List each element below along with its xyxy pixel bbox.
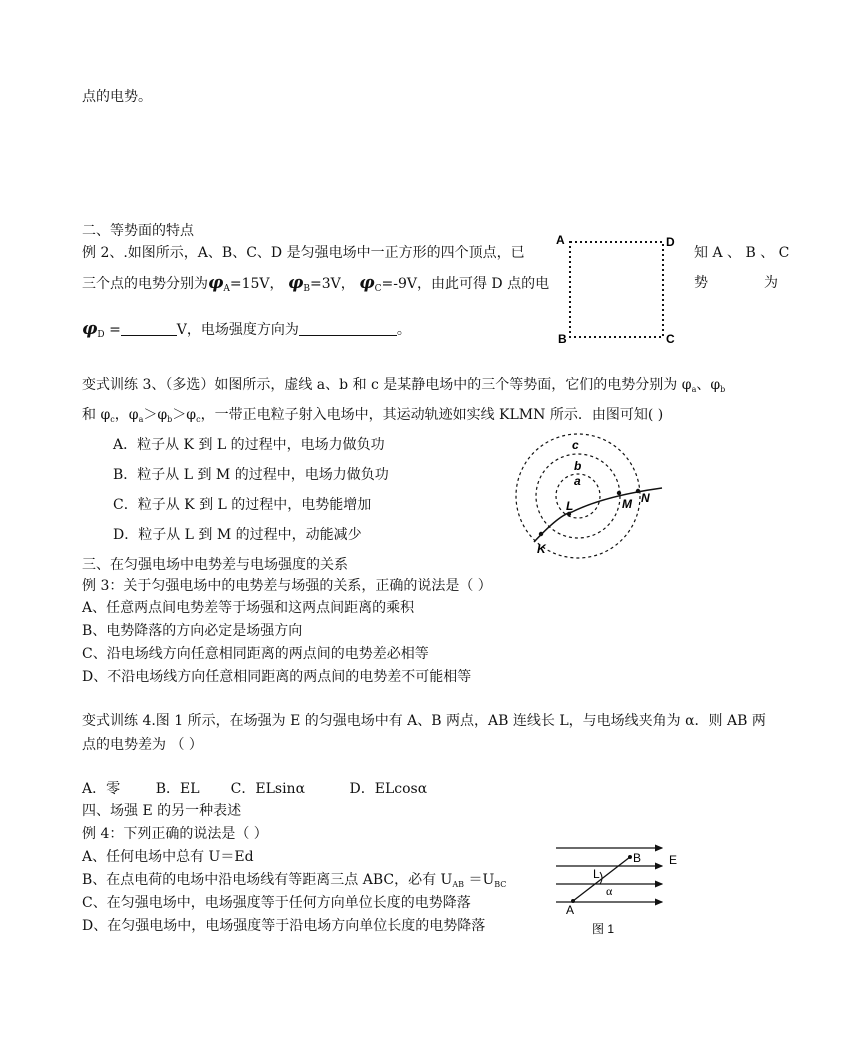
cond-sub-c: c <box>196 415 201 424</box>
section3-heading: 三、在匀强电场中电势差与电场强度的关系 <box>82 557 348 573</box>
line3-end: 。 <box>396 322 411 338</box>
sep-1: 、φ <box>696 377 721 393</box>
label-l: L <box>566 499 574 513</box>
cond-1: ，φ <box>114 407 139 423</box>
point-b <box>628 855 632 859</box>
label-m: M <box>622 497 632 511</box>
angle-arc <box>600 872 602 884</box>
variant3-line1 <box>82 376 725 399</box>
example2-line1-cont: 知 A 、 B 、 C <box>694 245 790 261</box>
example4-option-d: D、在匀强电场中，电场强度等于沿电场方向单位长度的电势降落 <box>82 918 486 934</box>
cond-sub-b: b <box>167 415 173 424</box>
phi-d-sub: D <box>97 330 105 340</box>
phi-a-symbol: φ <box>208 273 224 293</box>
cond-gt-1: ＞φ <box>143 407 168 423</box>
option-b-sub-bc: BC <box>494 880 507 889</box>
dotted-square <box>570 242 663 337</box>
point-n <box>636 489 640 493</box>
label-b: b <box>574 459 582 473</box>
variant4-line1: 变式训练 4.图 1 所示，在场强为 E 的匀强电场中有 A、B 两点，AB 连线长 L，与电场线夹角为 α．则 AB 两 <box>82 713 766 729</box>
example2-shi: 势 <box>694 275 708 291</box>
label-k: K <box>537 542 546 556</box>
variant3-line2 <box>82 406 663 429</box>
equipotential-figure <box>512 432 682 560</box>
sub-c-1: c <box>110 415 115 424</box>
phi-b-value: =3V， <box>310 276 355 292</box>
variant3-option-d: D．粒子从 L 到 M 的过程中，动能减少 <box>113 527 362 543</box>
figure1-caption: 图 1 <box>592 922 615 936</box>
variant4-options: A．零 B．EL C．ELsinα D．ELcosα <box>82 781 428 797</box>
section4-heading: 四、场强 E 的另一种表述 <box>82 803 242 819</box>
option-b-text: B、在点电荷的电场中沿电场线有等距离三点 ABC，必有 U <box>82 872 453 888</box>
figure1-label-l: L <box>593 867 600 881</box>
square-label-b: B <box>558 332 567 346</box>
example4-option-a: A、任何电场中总有 U＝Ed <box>82 849 254 865</box>
figure1-label-e: E <box>669 853 678 867</box>
label-c: c <box>572 438 579 452</box>
option-b-mid: ＝U <box>464 872 495 888</box>
example4-option-b <box>82 871 506 894</box>
phi-a-value: =15V， <box>229 276 284 292</box>
figure1-label-alpha: α <box>606 884 613 898</box>
sub-a-1: a <box>691 385 697 394</box>
square-label-d: D <box>666 235 675 249</box>
variant3-line1-text: 变式训练 3、（多选）如图所示，虚线 a、b 和 c 是某静电场中的三个等势面，它们的电势分别为 φ <box>82 377 692 393</box>
option-b-sub-ab: AB <box>452 880 465 889</box>
example2-line1: 例 2、.如图所示，A、B、C、D 是匀强电场中一正方形的四个顶点，已 <box>82 245 525 261</box>
example3-option-b: B、电势降落的方向必定是场强方向 <box>82 623 303 639</box>
figure1-uniform-field <box>552 838 692 942</box>
figure1-label-a: A <box>566 903 575 917</box>
square-label-a: A <box>556 233 565 247</box>
phi-b-sub: B <box>303 284 311 294</box>
phi-a-sub: A <box>223 284 230 294</box>
phi-d-symbol: φ <box>82 319 98 339</box>
example2-line3 <box>82 320 411 344</box>
example3-stem: 例 3：关于匀强电场中的电势差与场强的关系，正确的说法是（ ） <box>82 578 492 594</box>
section2-heading: 二、等势面的特点 <box>82 223 194 239</box>
sub-b-1: b <box>720 385 726 394</box>
line2-prefix: 三个点的电势分别为 <box>82 276 208 292</box>
point-k <box>539 532 543 536</box>
line3-mid: V，电场强度方向为 <box>176 322 299 338</box>
label-n: N <box>641 491 650 505</box>
example4-stem: 例 4：下列正确的说法是（ ） <box>82 826 268 842</box>
point-m <box>617 491 621 495</box>
cond-gt-2: ＞φ <box>172 407 197 423</box>
blank-phi-d <box>121 322 177 336</box>
square-label-c: C <box>666 332 675 346</box>
example3-option-c: C、沿电场线方向任意相同距离的两点间的电势差必相等 <box>82 646 429 662</box>
figure1-label-b: B <box>633 851 642 865</box>
blank-direction <box>299 322 397 336</box>
square-figure <box>550 232 680 350</box>
line2-end: ，一带正电粒子射入电场中，其运动轨迹如实线 KLMN 所示．由图可知( ) <box>200 407 664 423</box>
example2-wei: 为 <box>764 275 778 291</box>
variant3-option-b: B．粒子从 L 到 M 的过程中，电场力做负功 <box>113 467 389 483</box>
phi-c-value: =-9V，由此可得 D 点的电 <box>381 276 550 292</box>
phi-c-symbol: φ <box>359 273 375 293</box>
variant4-line2: 点的电势差为 （ ） <box>82 737 203 753</box>
eq-sign: = <box>109 322 121 338</box>
example3-option-d: D、不沿电场线方向任意相同距离的两点间的电势差不可能相等 <box>82 669 472 685</box>
line2-start: 和 φ <box>82 407 111 423</box>
cond-sub-a: a <box>138 415 144 424</box>
variant3-option-c: C．粒子从 K 到 L 的过程中，电势能增加 <box>113 497 372 513</box>
phi-b-symbol: φ <box>288 273 304 293</box>
variant3-option-a: A．粒子从 K 到 L 的过程中，电场力做负功 <box>113 437 385 453</box>
intro-tail-text: 点的电势。 <box>82 89 152 105</box>
phi-c-sub: C <box>374 284 382 294</box>
example3-option-a: A、任意两点间电势差等于场强和这两点间距离的乘积 <box>82 600 415 616</box>
example4-option-c: C、在匀强电场中，电场强度等于任何方向单位长度的电势降落 <box>82 895 471 911</box>
example2-line2 <box>82 274 549 298</box>
label-a: a <box>574 474 581 488</box>
